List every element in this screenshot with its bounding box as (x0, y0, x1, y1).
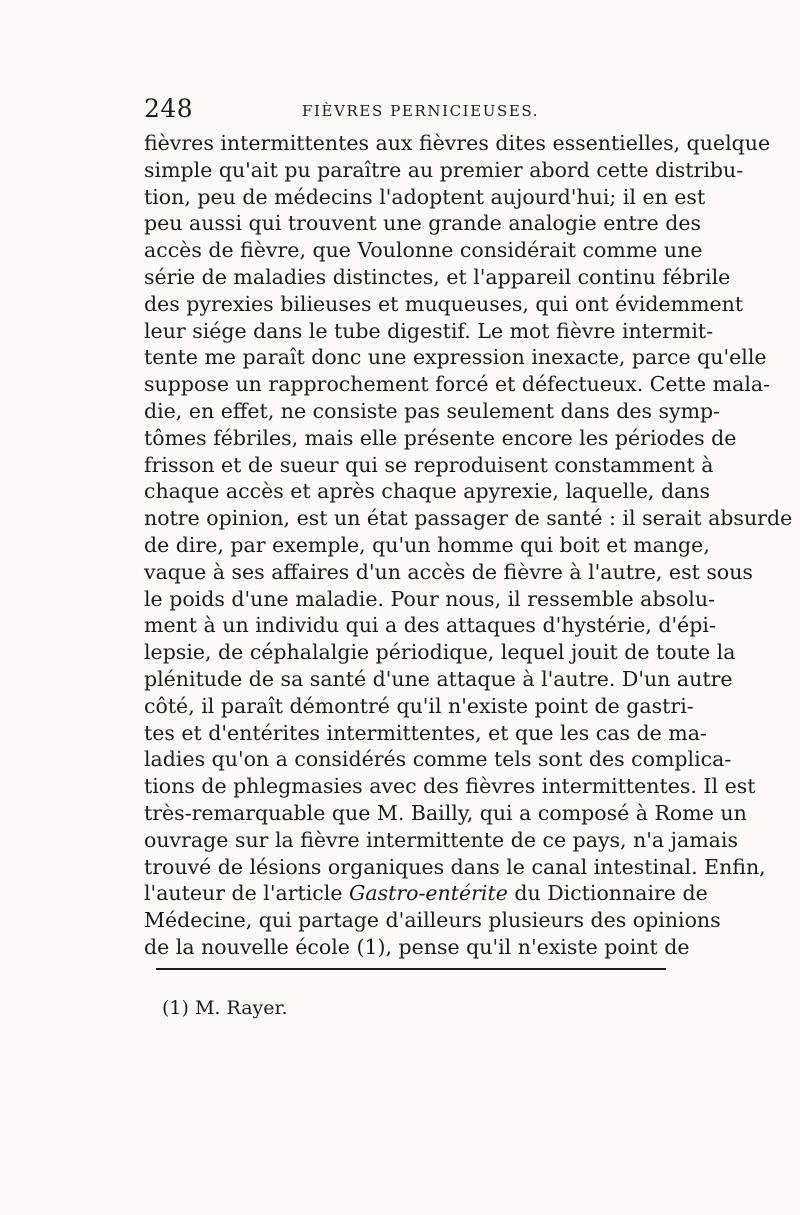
body-text (144, 130, 793, 961)
book-page (144, 94, 793, 961)
text-line: des pyrexies bilieuses et muqueuses, qui ont évidemment (144, 291, 744, 316)
text-segment: du Dictionnaire de (507, 881, 708, 906)
text-line: côté, il paraît démontré qu'il n'existe point de gastri- (144, 693, 694, 718)
text-line-with-italic (144, 880, 708, 907)
text-line: de la nouvelle école (1), pense qu'il n'existe point de (144, 934, 690, 959)
text-line: vaque à ses affaires d'un accès de fièvre à l'autre, est sous (144, 559, 753, 584)
footnote: (1) M. Rayer. (162, 997, 288, 1019)
text-line: peu aussi qui trouvent une grande analogie entre des (144, 211, 702, 236)
text-line: tes et d'entérites intermittentes, et que les cas de ma- (144, 720, 707, 745)
text-line: Médecine, qui partage d'ailleurs plusieurs des opinions (144, 908, 721, 933)
text-line: de dire, par exemple, qu'un homme qui boit et mange, (144, 532, 710, 557)
text-line: très-remarquable que M. Bailly, qui a composé à Rome un (144, 800, 747, 825)
text-line: tion, peu de médecins l'adoptent aujourd'hui; il en est (144, 184, 706, 209)
text-line: simple qu'ait pu paraître au premier abord cette distribu- (144, 157, 744, 182)
text-line: ladies qu'on a considérés comme tels sont des complica- (144, 747, 732, 772)
text-line: frisson et de sueur qui se reproduisent constamment à (144, 452, 714, 477)
page-number: 248 (144, 94, 194, 123)
text-line: plénitude de sa santé d'une attaque à l'autre. D'un autre (144, 666, 733, 691)
text-line: die, en effet, ne consiste pas seulement dans des symp- (144, 398, 721, 423)
italic-title: Gastro-entérite (348, 881, 508, 906)
text-line: tions de phlegmasies avec des fièvres intermittentes. Il est (144, 774, 756, 799)
text-line: ouvrage sur la fièvre intermittente de ce pays, n'a jamais (144, 827, 738, 852)
text-line: accès de fièvre, que Voulonne considérait comme une (144, 238, 703, 263)
running-head (144, 94, 666, 130)
footnote-rule (156, 968, 666, 970)
text-line: série de maladies distinctes, et l'appareil continu fébrile (144, 264, 731, 289)
text-line: le poids d'une maladie. Pour nous, il ressemble absolu- (144, 586, 715, 611)
text-segment: l'auteur de l'article (144, 881, 349, 906)
text-line: tômes fébriles, mais elle présente encore les périodes de (144, 425, 737, 450)
text-line: suppose un rapprochement forcé et défectueux. Cette mala- (144, 372, 771, 397)
text-line: leur siége dans le tube digestif. Le mot fièvre intermit- (144, 318, 714, 343)
text-line: fièvres intermittentes aux fièvres dites essentielles, quelque (144, 131, 771, 155)
text-line: notre opinion, est un état passager de santé : il serait absurde (144, 506, 793, 531)
text-line: tente me paraît donc une expression inexacte, parce qu'elle (144, 345, 767, 370)
text-line: chaque accès et après chaque apyrexie, laquelle, dans (144, 479, 711, 504)
text-line: trouvé de lésions organiques dans le canal intestinal. Enfin, (144, 854, 766, 879)
running-title: FIÈVRES PERNICIEUSES. (302, 102, 540, 120)
text-line: ment à un individu qui a des attaques d'hystérie, d'épi- (144, 613, 716, 638)
text-line: lepsie, de céphalalgie périodique, lequel jouit de toute la (144, 640, 736, 665)
